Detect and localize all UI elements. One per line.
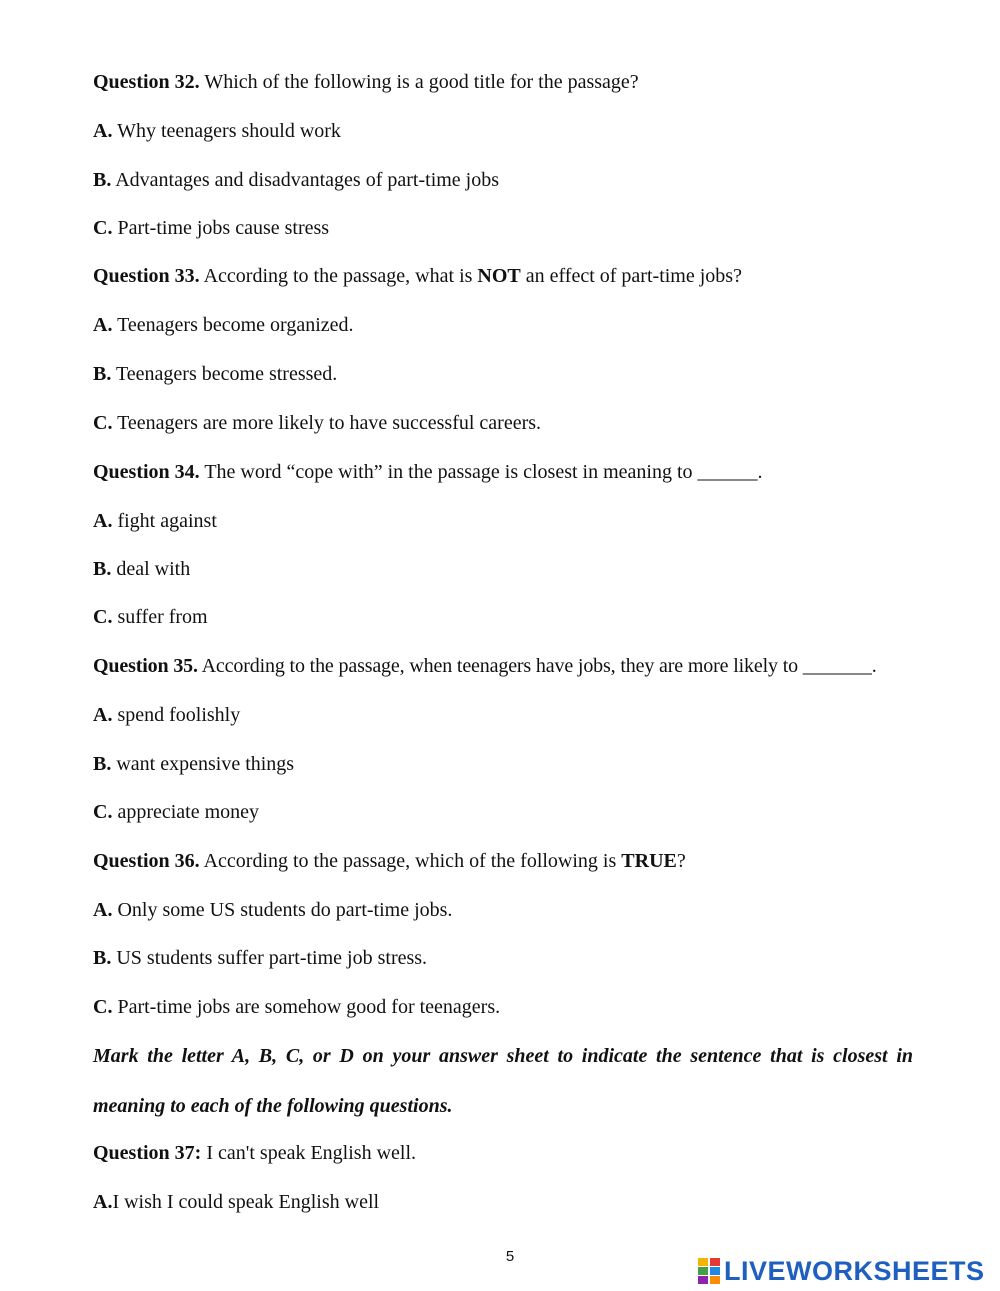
- question-34: Question 34. The word “cope with” in the passage is closest in meaning to ______.: [93, 461, 763, 483]
- q32-option-c: C. Part-time jobs cause stress: [93, 217, 330, 239]
- q34-option-a: A. fight against: [93, 510, 217, 532]
- question-35: Question 35. According to the passage, when teenagers have jobs, they are more likely to _______.: [93, 655, 877, 677]
- question-33: Question 33. According to the passage, what is NOT an effect of part-time jobs?: [93, 265, 742, 287]
- q34-option-c: C. suffer from: [93, 606, 208, 628]
- q32-option-a: A. Why teenagers should work: [93, 120, 341, 142]
- liveworksheets-logo-icon: [698, 1258, 720, 1284]
- q36-option-a: A. Only some US students do part-time jobs.: [93, 899, 453, 921]
- q35-option-b: B. want expensive things: [93, 753, 295, 775]
- question-36: Question 36. According to the passage, which of the following is TRUE?: [93, 850, 686, 872]
- question-37: Question 37: I can't speak English well.: [93, 1142, 417, 1164]
- q36-option-b: B. US students suffer part-time job stress.: [93, 947, 428, 969]
- q33-option-a: A. Teenagers become organized.: [93, 314, 354, 336]
- q34-option-b: B. deal with: [93, 558, 191, 580]
- q37-option-a: A.I wish I could speak English well: [93, 1191, 380, 1213]
- q36-option-c: C. Part-time jobs are somehow good for teenagers.: [93, 996, 501, 1018]
- q35-option-c: C. appreciate money: [93, 801, 260, 823]
- liveworksheets-brand[interactable]: [698, 1256, 985, 1286]
- page-number: 5: [505, 1248, 515, 1265]
- brand-name: LIVEWORKSHEETS: [724, 1255, 985, 1286]
- instruction-line-1: Mark the letter A, B, C, or D on your answer sheet to indicate the sentence that is closest in: [93, 1045, 913, 1067]
- q32-option-b: B. Advantages and disadvantages of part-time jobs: [93, 169, 500, 191]
- q33-option-b: B. Teenagers become stressed.: [93, 363, 338, 385]
- instruction-line-2: meaning to each of the following questions.: [93, 1095, 453, 1117]
- question-32: Question 32. Which of the following is a good title for the passage?: [93, 71, 639, 93]
- q35-option-a: A. spend foolishly: [93, 704, 241, 726]
- q33-option-c: C. Teenagers are more likely to have successful careers.: [93, 412, 542, 434]
